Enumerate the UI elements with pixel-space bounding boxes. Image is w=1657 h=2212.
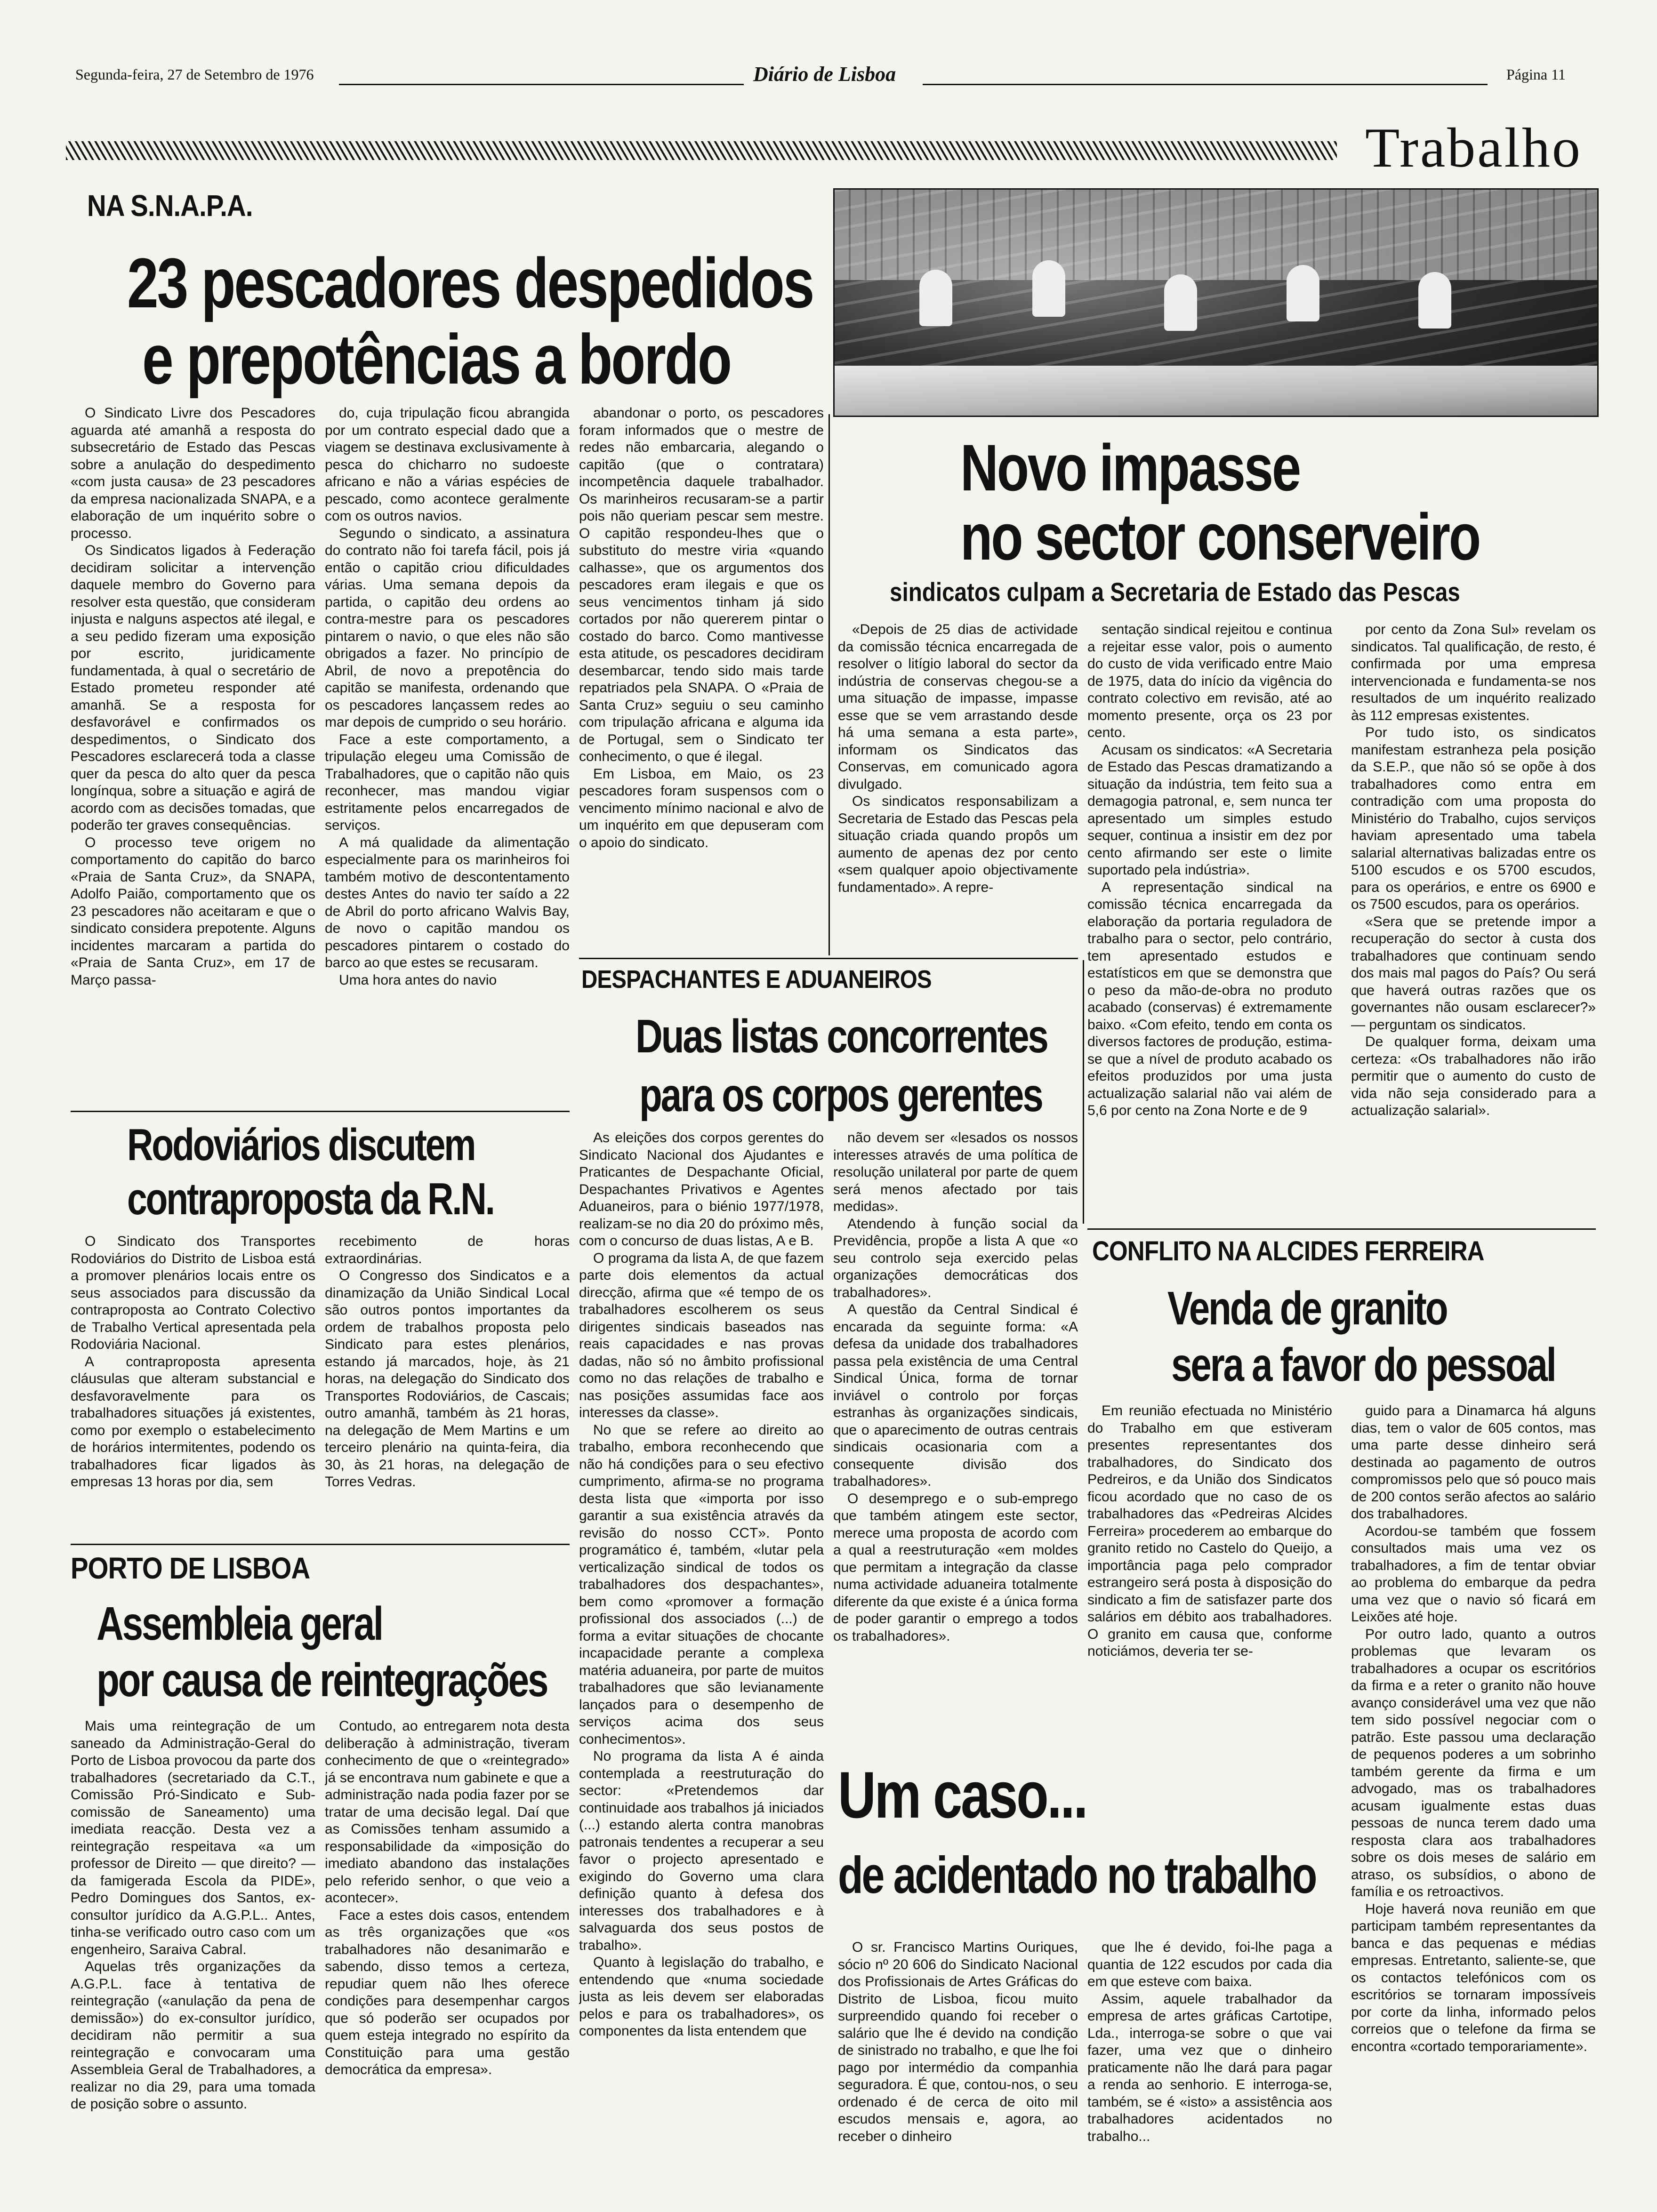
column-rule	[1083, 960, 1084, 1224]
masthead-rule-right	[923, 84, 1488, 85]
alcides-headline-line-1: Venda de granito	[1167, 1282, 1447, 1335]
paragraph: Segundo o sindicato, a assinatura do contrato não foi tarefa fácil, pois já então o capitão criou dificuldades várias. Uma semana depois da partida, o capitão deu ordens ao contra-mestre para os pescadores pintarem o navio, o que eles não são obrigados a fazer. No princípio de Abril, de novo a prepotência do capitão se manifesta, ordenando que os pescadores lançassem redes ao mar depois de cumprido o seu horário.	[325, 525, 570, 730]
porto-top-rule	[71, 1544, 570, 1545]
photo-worker-figure	[1418, 272, 1451, 329]
despachantes-top-rule	[579, 958, 1078, 959]
caso-headline-line-1: Um caso...	[838, 1758, 1087, 1832]
paragraph: A representação sindical na comissão técnica encarregada da elaboração da portaria reguladora de trabalho para o sector, pelo contrário, tem apresentado estudos e estatísticos em que se demonstra que o peso da mão-de-obra no produto acabado (conservas) é extremamente baixo. «Com efeito, tendo em conta os diversos factores de produção, estima-se que a nível de produto acabado os efeitos produzidos por uma justa actualização salarial não vai além de 5,6 por cento na Zona Norte e de 9	[1087, 879, 1332, 1118]
paragraph: O desemprego e o sub-emprego que também atingem este sector, merece uma proposta de acordo com a qual a reestruturação «em moldes que permitam a integração da classe numa actividade aduaneira totalmente diferente da que existe é a única forma de poder garantir o emprego a todos os trabalhadores».	[833, 1491, 1078, 1644]
paragraph: As eleições dos corpos gerentes do Sindicato Nacional dos Ajudantes e Praticantes de Despachante Oficial, Despachantes Privativos e Agentes Aduaneiros, para o biénio 1977/1978, realizam-se no dia 20 do próximo mês, com o concurso de duas listas, A e B.	[579, 1130, 824, 1249]
despachantes-kicker: DESPACHANTES E ADUANEIROS	[581, 965, 932, 994]
rodoviarios-column-2	[325, 1233, 570, 1539]
snapa-column-1	[71, 405, 315, 1101]
paragraph: A questão da Central Sindical é encarada da seguinte forma: «A defesa da unidade dos trabalhadores passa pela existência de uma Central Sindical Única, forma de tornar inviável o controlo por forças estranhas às organizações sindicais, que o aparecimento de outras centrais sindicais ocasionaria com a consequente divisão dos trabalhadores».	[833, 1302, 1078, 1489]
despachantes-column-1	[579, 1130, 824, 2184]
porto-headline-line-1: Assembleia geral	[97, 1597, 382, 1650]
conserveiro-column-3	[1351, 621, 1596, 1214]
caso-column-2	[1087, 1939, 1332, 2184]
paragraph: Acusam os sindicatos: «A Secretaria de Estado das Pescas dramatizando a situação da indústria, tem feito sua a demagogia patronal, e, sem nunca ter apresentado um simples estudo sequer, continua a insistir em dez por cento afirmando ser este o limite suportado pela indústria».	[1087, 742, 1332, 878]
paragraph: recebimento de horas extraordinárias.	[325, 1234, 570, 1266]
column-rule	[828, 414, 830, 955]
paragraph: Em Lisboa, em Maio, os 23 pescadores foram suspensos com o vencimento mínimo nacional e alvo de um inquérito em que depuseram com o apoio do sindicato.	[579, 766, 824, 850]
paragraph: O processo teve origem no comportamento do capitão do barco «Praia de Santa Cruz», da SNAPA, Adolfo Paião, comportamento que os 23 pescadores não aceitaram e que o sindicato considera prepotente. Alguns incidentes marcaram a partida do «Praia de Santa Cruz», em 17 de Março passa-	[71, 834, 315, 988]
section-hatch-bar	[66, 141, 1337, 160]
snapa-column-2	[325, 405, 570, 1101]
paragraph: Os Sindicatos ligados à Federação decidiram solicitar a intervenção daquele membro do Governo para resolver esta questão, que consideram injusta e nalguns aspectos até ilegal, e a seu pedido fizeram uma exposição por escrito, juridicamente fundamentada, à qual o secretário de Estado prometeu responder até amanhã. Se a resposta for desfavorável e confirmados os despedimentos, o Sindicato dos Pescadores esclarecerá toda a classe quer da pesca do alto quer da pesca longínqua, sobre a situação e agirá de acordo com as decisões tomadas, que poderão ter graves consequências.	[71, 543, 315, 833]
conserveiro-column-1	[838, 621, 1078, 951]
paragraph: abandonar o porto, os pescadores foram informados que o mestre de redes não embarcaria, alegando o capitão (que o contratara) incompetência daquele trabalhador. Os marinheiros recusaram-se a partir pois não queriam pescar sem mestre. O capitão respondeu-lhes que o substituto do mestre viria «quando calhasse», que os argumentos dos pescadores eram ilegais e que os seus vencimentos tinham já sido cortados por não quererem pintar o costado do barco. Como mantivesse esta atitude, os pescadores decidiram desembarcar, tendo sido mais tarde repatriados pela SNAPA. O «Praia de Santa Cruz» seguiu o seu caminho com tripulação africana e alguma ida de Portugal, sem o Sindicato ter conhecimento, o que é ilegal.	[579, 405, 824, 764]
conserveiro-headline-line-2: no sector conserveiro	[960, 500, 1480, 574]
photo-worker-figure	[919, 270, 952, 326]
paragraph: guido para a Dinamarca há alguns dias, tem o valor de 605 contos, mas uma parte desse dinheiro será destinada ao pagamento de outros compromissos pelo que só pouco mais de 200 contos serão afectos ao salário dos trabalhadores.	[1351, 1403, 1596, 1522]
rodoviarios-top-rule	[71, 1111, 570, 1112]
rodoviarios-headline	[127, 1118, 494, 1226]
paragraph: sentação sindical rejeitou e continua a rejeitar esse valor, pois o aumento do custo de vida verificado entre Maio de 1975, data do início da vigência do contrato colectivo em revisão, até ao momento presente, orça os 23 por cento.	[1087, 622, 1332, 740]
newspaper-name: Diário de Lisboa	[753, 63, 896, 86]
paragraph: Uma hora antes do navio	[339, 972, 497, 988]
paragraph: O sr. Francisco Martins Ouriques, sócio nº 20 606 do Sindicato Nacional dos Profissionais de Artes Gráficas do Distrito de Lisboa, ficou muito surpreendido quando foi receber o salário que lhe é devido na condição de sinistrado no trabalho, e que lhe foi pago por intermédio da companhia seguradora. É que, contou-nos, o seu ordenado é de cerca de oito mil escudos mensais e, agora, ao receber o dinheiro	[838, 1940, 1078, 2144]
conserveiro-headline	[960, 431, 1480, 574]
porto-column-2	[325, 1718, 570, 2184]
snapa-kicker: NA S.N.A.P.A.	[87, 189, 253, 223]
paragraph: Em reunião efectuada no Ministério do Trabalho em que estiveram presentes representantes dos trabalhadores, do Sindicato dos Pedreiros, e da União dos Sindicatos ficou acordado que no caso de os trabalhadores das «Pedreiras Alcides Ferreira» procederem ao embarque do granito retido no Castelo do Queijo, a importância paga pelo comprador estrangeiro será posta à disposição do sindicato a fim de satisfazer parte dos salários em débito aos trabalhadores. O granito em causa que, conforme noticiámos, deveria ter se-	[1087, 1403, 1332, 1659]
paragraph: Quanto à legislação do trabalho, e entendendo que «numa sociedade justa as leis devem ser elaboradas pelos e para os trabalhadores», os componentes da lista entendem que	[579, 1955, 824, 2039]
photo-window-wall	[835, 190, 1597, 280]
cannery-workers-photo	[833, 188, 1599, 417]
section-title: Trabalho	[1365, 116, 1582, 179]
snapa-headline-line-1: 23 pescadores despedidos	[127, 243, 813, 322]
porto-column-1	[71, 1718, 315, 2184]
despachantes-headline-line-1: Duas listas concorrentes	[635, 1010, 1047, 1063]
paragraph: «Sera que se pretende impor a recuperação do sector à custa dos trabalhadores que continuam sendo dos mais mal pagos do País? Ou será que haverá outras razões que os governantes não ousam esclarecer?» — perguntam os sindicatos.	[1351, 914, 1596, 1033]
paragraph: Acordou-se também que fossem consultados mais uma vez os trabalhadores, a fim de tentar obviar ao problema do embarque da pedra uma vez que o navio só ficará em Leixões até hoje.	[1351, 1523, 1596, 1625]
rodoviarios-column-1	[71, 1233, 315, 1539]
paragraph: que lhe é devido, foi-lhe paga a quantia de 122 escudos por cada dia em que esteve com baixa.	[1087, 1940, 1332, 1989]
masthead-rule-left	[339, 84, 744, 85]
paragraph: Por tudo isto, os sindicatos manifestam estranheza pela posição da S.E.P., que não só se opõe à dos trabalhadores como entra em contradição com uma proposta do Ministério do Trabalho, cujos serviços haviam apresentado uma tabela salarial alternativas balizadas entre os 5100 escudos e os 5700 escudos, para os operários, e entre os 6900 e os 7500 escudos, para os operários.	[1351, 725, 1596, 912]
paragraph: Face a este comportamento, a tripulação elegeu uma Comissão de Trabalhadores, que o capitão não quis reconhecer, mas mandou vigiar estritamente pelos encarregados de serviços.	[325, 731, 570, 833]
alcides-top-rule	[1087, 1228, 1596, 1230]
paragraph: Hoje haverá nova reunião em que participam também representantes da banca e das pequenas e médias empresas. Entretanto, saliente-se, que os contactos telefónicos com os escritórios se tornaram impossíveis por corte da linha, informado pelos correios que o telefone da firma se encontra «cortado temporariamente».	[1351, 1901, 1596, 2054]
paragraph: por cento da Zona Sul» revelam os sindicatos. Tal qualificação, de resto, é confirmada por uma empresa intervencionada e fundamenta-se nos resultados de um inquérito realizado às 112 empresas existentes.	[1351, 622, 1596, 723]
photo-worker-figure	[1032, 260, 1065, 317]
paragraph: No programa da lista A é ainda contemplada a reestruturação do sector: «Pretendemos dar continuidade aos trabalhos já iniciados (...) estando alerta contra manobras patronais tendentes a recuperar a seu favor o projecto apresentado e exigindo do Governo uma clara definição quanto à defesa dos interesses dos trabalhadores e à salvaguarda dos seus postos de trabalho».	[579, 1748, 824, 1953]
alcides-headline	[1167, 1280, 1555, 1393]
rodoviarios-headline-line-1: Rodoviários discutem	[127, 1120, 475, 1170]
paragraph: Contudo, ao entregarem nota desta deliberação à administração, tiveram conhecimento de que o «reintegrado» já se encontrava num gabinete e que a administração nada podia fazer por se tratar de uma decisão legal. Daí que as Comissões tenham assumido a responsabilidade da «imposição do imediato abandono das instalações pelo referido senhor, o que veio a acontecer».	[325, 1718, 570, 1906]
paragraph: A má qualidade da alimentação especialmente para os marinheiros foi também motivo de descontentamento destes Antes do navio ter saído a 22 de Abril do porto africano Walvis Bay, de novo o capitão mandou os pescadores pintarem o costado do barco ao que estes se recusaram.	[325, 834, 570, 970]
despachantes-headline-line-2: para os corpos gerentes	[639, 1069, 1042, 1122]
paragraph: A contraproposta apresenta cláusulas que alteram substancial e desfavoravelmente para os trabalhadores situações já existentes, como por exemplo o estabelecimento de horários intermitentes, podendo os trabalhadores ficar ligados às empresas 13 horas por dia, sem	[71, 1354, 315, 1490]
despachantes-column-2	[833, 1130, 1078, 1741]
paragraph: não devem ser «lesados os nossos interesses através de uma política de resolução unilateral por parte de quem será menos afectado por tais medidas».	[833, 1130, 1078, 1214]
porto-headline-line-2: por causa de reintegrações	[97, 1654, 547, 1707]
conserveiro-headline-line-1: Novo impasse	[960, 431, 1300, 505]
paragraph: O Congresso dos Sindicatos e a dinamização da União Sindical Local são outros pontos importantes da ordem de trabalhos proposta pelo Sindicato para estes plenários, estando já marcados, hoje, às 21 horas, na delegação do Sindicato dos Transportes Rodoviários, de Cascais; outro amanhã, também às 21 horas, na delegação de Mem Martins e um terceiro plenário na quinta-feira, dia 30, às 21 horas, na delegação de Torres Vedras.	[325, 1268, 570, 1490]
paragraph: O Sindicato Livre dos Pescadores aguarda até amanhã a resposta do subsecretário de Estado das Pescas sobre a anulação do despedimento «com justa causa» de 23 pescadores da empresa nacionalizada SNAPA, e a elaboração de um inquérito sobre o processo.	[71, 405, 315, 541]
alcides-kicker: CONFLITO NA ALCIDES FERREIRA	[1092, 1236, 1484, 1266]
porto-kicker: PORTO DE LISBOA	[71, 1551, 310, 1585]
paragraph: Os sindicatos responsabilizam a Secretaria de Estado das Pescas pela situação criada quando propôs um aumento de apenas dez por cento «sem qualquer apoio objectivamente fundamentado». A repre-	[838, 793, 1078, 895]
photo-worker-figure	[1287, 265, 1319, 321]
alcides-column-1	[1087, 1403, 1332, 1704]
paragraph: do, cuja tripulação ficou abrangida por um contrato especial dado que a viagem se destinava exclusivamente à pesca do chicharro no sudoeste africano e não a várias espécies de pescado, como acontece geralmente com os outros navios.	[325, 405, 570, 524]
paragraph: O programa da lista A, de que fazem parte dois elementos da actual direcção, afirma que «é tempo de os trabalhadores escolherem os seus dirigentes sindicais baseados nas reais capacidades e nas provas dadas, não só no âmbito profissional como no das relações de trabalho e nas posições assumidas face aos interesses da classe».	[579, 1250, 824, 1420]
paragraph: «Depois de 25 dias de actividade da comissão técnica encarregada de resolver o litígio laboral do sector da indústria de conservas chegou-se a uma situação de impasse, impasse esse que se vem arrastando desde há uma semana a esta parte», informam os Sindicatos das Conservas, em comunicado agora divulgado.	[838, 622, 1078, 792]
paragraph: Assim, aquele trabalhador da empresa de artes gráficas Cartotipe, Lda., interroga-se sobre o que vai fazer, uma vez que o dinheiro praticamente não lhe dará para pagar a renda ao senhorio. E interroga-se, também, se é «isto» a assistência aos trabalhadores acidentados no trabalho...	[1087, 1991, 1332, 2144]
conserveiro-column-2	[1087, 621, 1332, 1214]
porto-headline	[97, 1595, 547, 1708]
snapa-headline-line-2: e prepotências a bordo	[142, 320, 731, 399]
caso-headline	[838, 1760, 1316, 1903]
conserveiro-subhead: sindicatos culpam a Secretaria de Estado das Pescas	[890, 577, 1460, 607]
caso-column-1	[838, 1939, 1078, 2184]
paragraph: Aquelas três organizações da A.G.P.L. face à tentativa de reintegração («anulação da pena de demissão») do ex-consultor jurídico, decidiram não permitir a sua reintegração e convocaram uma Assembleia Geral de Trabalhadores, a realizar no dia 29, para uma tomada de posição sobre o assunto.	[71, 1959, 315, 2112]
snapa-column-3	[579, 405, 824, 960]
paragraph: Por outro lado, quanto a outros problemas que levaram os trabalhadores a ocupar os escritórios da firma e a reter o granito não houve avanço considerável uma vez que não tem sido possível negociar com o patrão. Este passou uma declaração de pequenos poderes a um sobrinho também gerente da firma e um advogado, mas os trabalhadores acusam igualmente estas duas pessoas de nunca terem dado uma resposta clara aos trabalhadores sobre os dois meses de salário em atraso, os subsídios, o abono de família e os retroactivos.	[1351, 1626, 1596, 1899]
photo-worker-figure	[1164, 274, 1197, 331]
issue-date: Segunda-feira, 27 de Setembro de 1976	[75, 66, 314, 83]
photo-work-table	[835, 366, 1597, 416]
paragraph: Face a estes dois casos, entendem as três organizações que «os trabalhadores não desanimarão e sabendo, disso temos a certeza, repudiar quem não lhes oferece condições para desempenhar cargos que só poderão ser ocupados por quem esteja integrado no espírito da Constituição para uma gestão democrática da empresa».	[325, 1907, 570, 2077]
paragraph: De qualquer forma, deixam uma certeza: «Os trabalhadores não irão permitir que o aumento do custo de vida não seja considerado para a actualização salarial».	[1351, 1034, 1596, 1118]
paragraph: Atendendo à função social da Previdência, propõe a lista A que «o seu controlo seja exercido pelas organizações democráticas dos trabalhadores».	[833, 1216, 1078, 1300]
paragraph: Mais uma reintegração de um saneado da Administração-Geral do Porto de Lisboa provocou da parte dos trabalhadores (secretariado da C.T., Comissão Pró-Sindicato e Sub-comissão de Saneamento) uma imediata reacção. Desta vez a reintegração respeitava «a um professor de Direito — que direito? — da famigerada Escola da PIDE», Pedro Domingues dos Santos, ex-consultor jurídico da A.G.P.L.. Antes, tinha-se verificado outro caso com um engenheiro, Saraiva Cabral.	[71, 1718, 315, 1957]
snapa-headline	[127, 245, 813, 397]
paragraph: No que se refere ao direito ao trabalho, embora reconhecendo que não há condições para o seu efectivo cumprimento, afirma-se no programa desta lista que «importa por isso garantir a sua existência através da revisão do nosso CCT». Ponto programático é, também, «lutar pela verticalização sindical de todos os trabalhadores dos despachantes», bem como «promover a formação profissional dos associados (...) de forma a evitar situações de chocante incapacidade perante a complexa matéria aduaneira, por parte de muitos trabalhadores que são levianamente lançados para o desempenho de serviços acima dos seus conhecimentos».	[579, 1422, 824, 1747]
paragraph: O Sindicato dos Transportes Rodoviários do Distrito de Lisboa está a promover plenários locais entre os seus associados para discussão da contraproposta ao Contrato Colectivo de Trabalho Vertical apresentada pela Rodoviária Nacional.	[71, 1234, 315, 1352]
caso-headline-line-2: de acidentado no trabalho	[838, 1846, 1316, 1904]
page-number: Página 11	[1506, 66, 1566, 83]
despachantes-headline	[635, 1007, 1047, 1125]
rodoviarios-headline-line-2: contraproposta da R.N.	[127, 1174, 494, 1225]
alcides-headline-line-2: sera a favor do pessoal	[1171, 1338, 1555, 1391]
alcides-column-2	[1351, 1403, 1596, 2184]
